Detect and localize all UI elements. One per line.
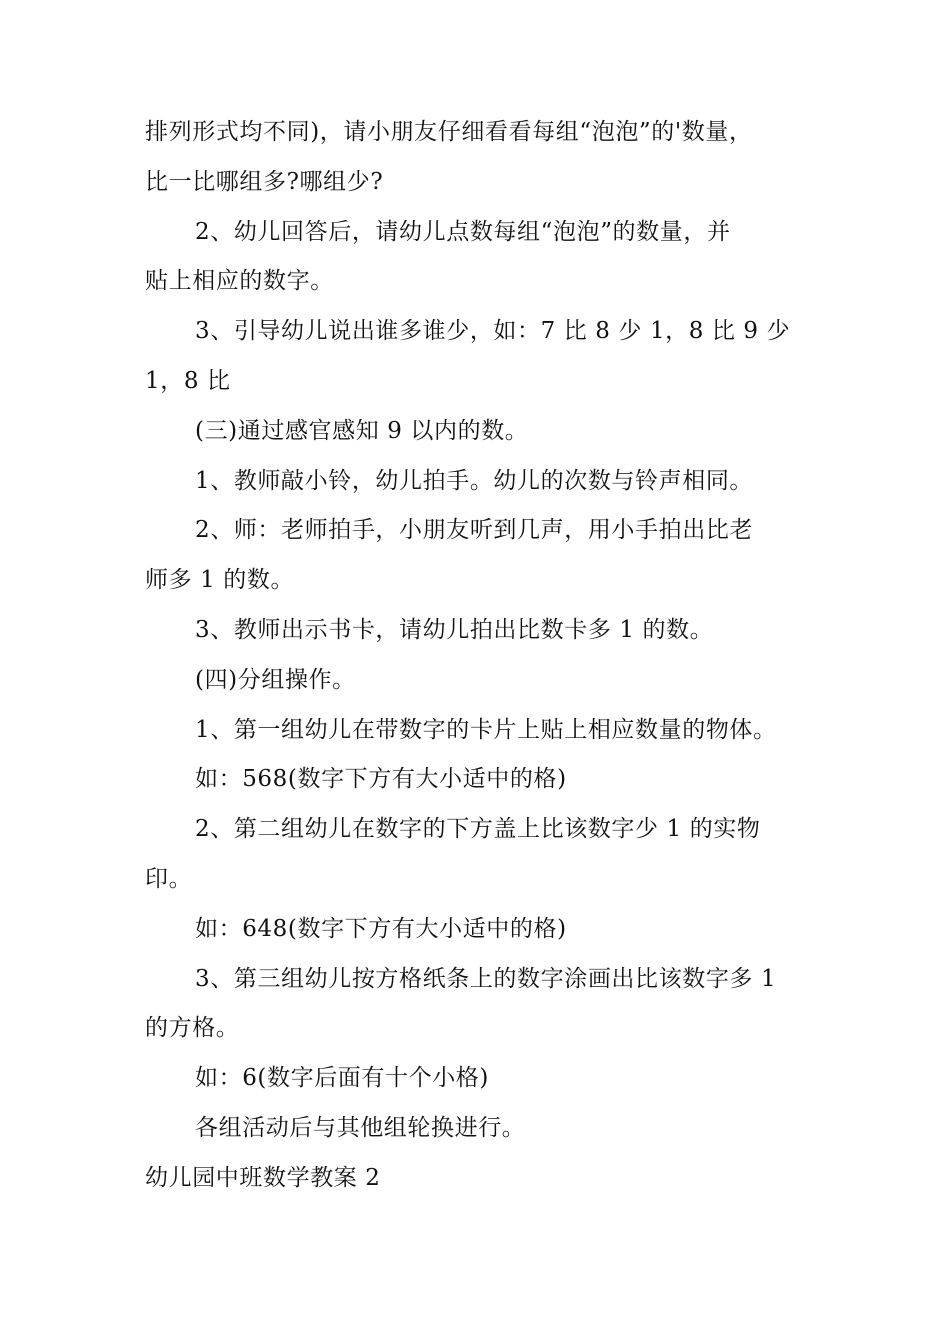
paragraph-line: 各组活动后与其他组轮换进行。: [195, 1114, 526, 1141]
paragraph-line: 贴上相应的数字。: [145, 268, 334, 295]
example-line: 如：568(数字下方有大小适中的格): [195, 766, 567, 793]
paragraph-line: 3、教师出示书卡，请幼儿拍出比数卡多 1 的数。: [195, 616, 714, 643]
paragraph-line: 2、幼儿回答后，请幼儿点数每组“泡泡”的数量，并: [195, 218, 731, 245]
paragraph-line: 1、教师敲小铃，幼儿拍手。幼儿的次数与铃声相同。: [195, 467, 754, 494]
example-line: 如：648(数字下方有大小适中的格): [195, 915, 567, 942]
example-line: 如：6(数字后面有十个小格): [195, 1065, 489, 1092]
paragraph-line: 1，8 比: [145, 367, 231, 394]
paragraph-line: 3、第三组幼儿按方格纸条上的数字涂画出比该数字多 1: [195, 965, 777, 992]
subsection-heading: (四)分组操作。: [195, 666, 356, 693]
paragraph-line: 1、第一组幼儿在带数字的卡片上贴上相应数量的物体。: [195, 716, 777, 743]
paragraph-line: 的方格。: [145, 1015, 240, 1042]
paragraph-line: 印。: [145, 865, 193, 892]
paragraph-line: 3、引导幼儿说出谁多谁少，如：7 比 8 少 1，8 比 9 少: [195, 318, 791, 345]
paragraph-line: 比一比哪组多?哪组少?: [145, 168, 384, 195]
section-heading: 幼儿园中班数学教案 2: [145, 1164, 381, 1191]
paragraph-line: 2、第二组幼儿在数字的下方盖上比该数字少 1 的实物: [195, 816, 761, 843]
paragraph-line: 2、师：老师拍手，小朋友听到几声，用小手拍出比老: [195, 517, 754, 544]
paragraph-line: 师多 1 的数。: [145, 567, 295, 594]
document-body: [145, 108, 825, 1204]
subsection-heading: (三)通过感官感知 9 以内的数。: [195, 417, 529, 444]
paragraph-line: 排列形式均不同)，请小朋友仔细看看每组“泡泡”的'数量，: [145, 119, 753, 145]
